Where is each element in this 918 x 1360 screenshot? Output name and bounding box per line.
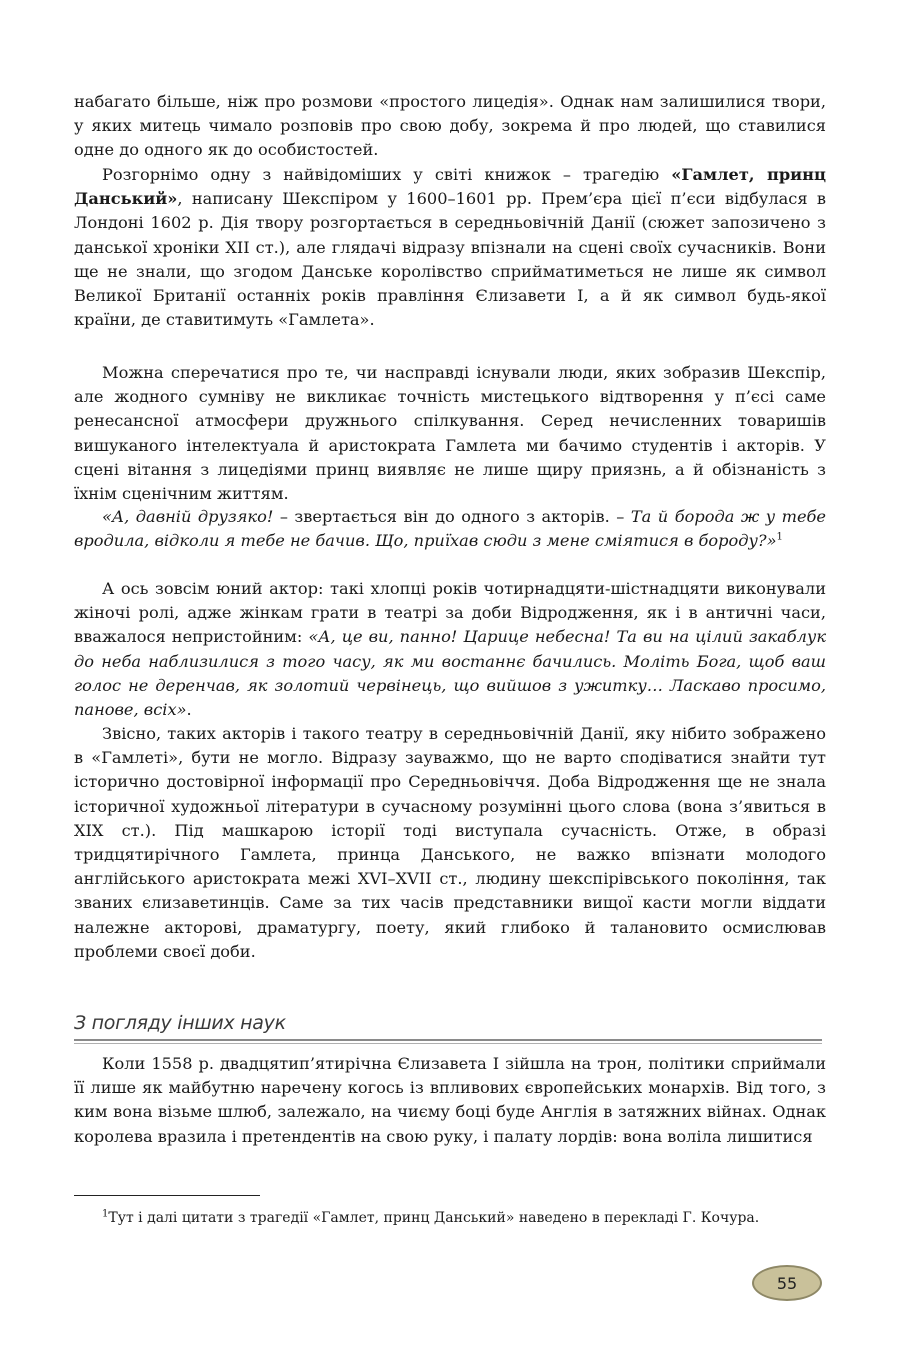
book-title-bold: «Гамлет, принц Данський»: [74, 165, 826, 209]
quote-italic: «А, давній друзяко!: [102, 507, 274, 526]
paragraph-hamlet-intro: [74, 163, 826, 332]
section-rule: [74, 1039, 822, 1041]
paragraph-historical-context: Звісно, таких акторів і такого театру в середньовічній Данії, яку нібито зображено в «Гамлеті», бути не могло. Відразу зауважмо, що не варто сподіватися знайти тут історично достовірної інформації про Середньовіччя. Доба Відродження ще не знала історичної художньої літератури в сучасному розумінні цього слова (вона з’явиться в ХІХ ст.). Під машкарою історії тоді виступала сучасність. Отже, в образі тридцятирічного Гамлета, принца Данського, не важко впізнати молодого англійського аристократа межі XVI–XVII ст., людину шекспірівського покоління, так званих єлизаветинців. Саме за тих часів представники вищої касти могли віддати належне акторові, драматургу, поету, який глибоко й талановито осмислював проблеми своєї доби.: [74, 724, 826, 961]
text-run: – звертається він до одного з акторів. –: [273, 507, 631, 526]
section-header: [74, 1010, 822, 1044]
footnote-divider: [74, 1195, 260, 1196]
quote-italic: Та й борода ж у тебе вродила, відколи я тебе не бачив. Що, приїхав сюди з мене сміятися в бороду?»: [74, 507, 826, 551]
quote-italic: «А, це ви, панно! Царице небесна! Та ви на цілий закаблук до неба наблизилися з того часу, як ми востаннє бачились. Моліть Бога, щоб ваш голос не деренчав, як золотий червінець, що вийшов з ужитку… Ласкаво просимо, панове, всіх»: [74, 627, 826, 720]
footnote-mark: 1: [102, 1208, 109, 1220]
text-run: Розгорнімо одну з найвідоміших у світі книжок – трагедію: [102, 165, 672, 184]
text-run: А ось зовсім юний актор: такі хлопці років чотирнадцяти-шістнадцяти виконували жіночі ролі, адже жінкам грати в театрі за доби Відродження, як і в античні часи, вважалося непристойним:: [74, 579, 826, 647]
page-number: 55: [752, 1265, 822, 1301]
paragraph-intro-continuation: набагато більше, ніж про розмови «простого лицедія». Однак нам залишилися твори, у яких митець чимало розповів про свою добу, зокрема й про людей, що ставилися одне до одного як до особистостей.: [74, 92, 826, 160]
paragraph-renaissance-atmosphere: Можна сперечатися про те, чи насправді існували люди, яких зобразив Шекспір, але жодного сумніву не викликає точність мистецького відтворення у п’єсі саме ренесансної атмосфери дружнього спілкування. Серед нечисленних товаришів вишуканого інтелектуала й аристократа Гамлета ми бачимо студентів і акторів. У сцені вітання з лицедіями принц виявляє не лише щиру приязнь, а й обізнаність з їхнім сценічним життям.: [74, 363, 826, 504]
section-rule: [74, 1043, 822, 1044]
footnote-text: Тут і далі цитати з трагедії «Гамлет, принц Данський» наведено в перекладі Г. Кочура.: [108, 1210, 760, 1226]
section-title: З погляду інших наук: [74, 1012, 286, 1034]
text-run: .: [186, 700, 192, 720]
footnote: [74, 1208, 826, 1229]
paragraph-young-actor: [74, 577, 826, 722]
paragraph-quote-old-friend: [74, 505, 826, 553]
footnote-ref: 1: [776, 531, 783, 543]
paragraph-elizabeth: Коли 1558 р. двадцятип’ятирічна Єлизавета І зійшла на трон, політики сприймали її лише як майбутню наречену когось із впливових європейських монархів. Від того, з ким вона візьме шлюб, залежало, на чиєму боці буде Англія в затяжних війнах. Однак королева вразила і претендентів на свою руку, і палату лордів: вона воліла лишитися: [74, 1054, 826, 1146]
text-run: , написану Шекспіром у 1600–1601 рр. Прем’єра цієї п’єси відбулася в Лондоні 1602 р. Дія твору розгортається в середньовічній Данії (сюжет запозичено з данської хроніки XII ст.), але глядачі відразу впізнали на сцені своїх сучасників. Вони ще не знали, що згодом Данське королівство сприйматиметься не лише як символ Великої Британії останніх років правління Єлизавети І, а й як символ будь-якої країни, де ставитимуть «Гамлета».: [74, 189, 826, 330]
